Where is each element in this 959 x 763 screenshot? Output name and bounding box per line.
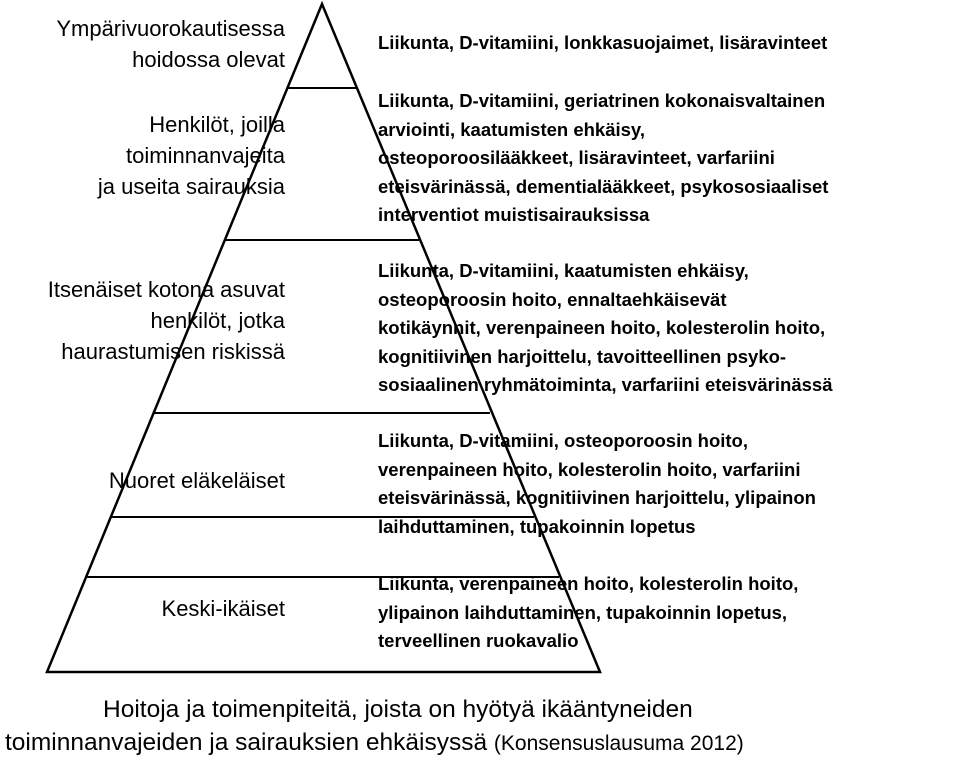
caption-source: (Konsensuslausuma 2012) [493, 732, 744, 755]
level-interventions-frailty-risk: Liikunta, D-vitamiini, kaatumisten ehkäisy, osteoporoosin hoito, ennaltaehkäisevät kotikäynnit, verenpaineen hoito, kolesterolin hoito, kognitiivinen harjoittelu, tavoitteellinen psyko- sosiaalinen ryhmätoiminta, varfariini eteisvärinässä [378, 260, 833, 395]
level-label-young-retirees: Nuoret eläkeläiset [108, 468, 285, 493]
caption-line-2-text: toiminnanvajeiden ja sairauksien ehkäisyssä [5, 729, 494, 756]
caption-line-2 [0, 726, 959, 760]
level-label-middle-aged: Keski-ikäiset [161, 596, 285, 621]
figure-caption [0, 693, 959, 760]
caption-line-1: Hoitoja ja toimenpiteitä, joista on hyötyä ikääntyneiden [103, 696, 693, 723]
level-label-frailty-risk: Itsenäiset kotona asuvat henkilöt, jotka haurastumisen riskissä [47, 277, 285, 364]
level-label-functional-impairment: Henkilöt, joilla toiminnanvajeita ja useita sairauksia [97, 112, 285, 199]
level-interventions-middle-aged: Liikunta, verenpaineen hoito, kolesterolin hoito, ylipainon laihduttaminen, tupakoinnin lopetus, terveellinen ruokavalio [378, 573, 799, 651]
level-interventions-residential-care: Liikunta, D-vitamiini, lonkkasuojaimet, lisäravinteet [378, 32, 828, 53]
level-interventions-functional-impairment: Liikunta, D-vitamiini, geriatrinen kokonaisvaltainen arviointi, kaatumisten ehkäisy, osteoporoosilääkkeet, lisäravinteet, varfariini eteisvärinässä, dementialääkkeet, psykososiaaliset interventiot muistisairauksissa [378, 90, 829, 225]
level-interventions-young-retirees: Liikunta, D-vitamiini, osteoporoosin hoito, verenpaineen hoito, kolesterolin hoito, varfariini eteisvärinässä, kognitiivinen harjoittelu, ylipainon laihduttaminen, tupakoinnin lopetus [378, 430, 816, 537]
level-label-residential-care: Ympärivuorokautisessa hoidossa olevat [56, 16, 285, 72]
